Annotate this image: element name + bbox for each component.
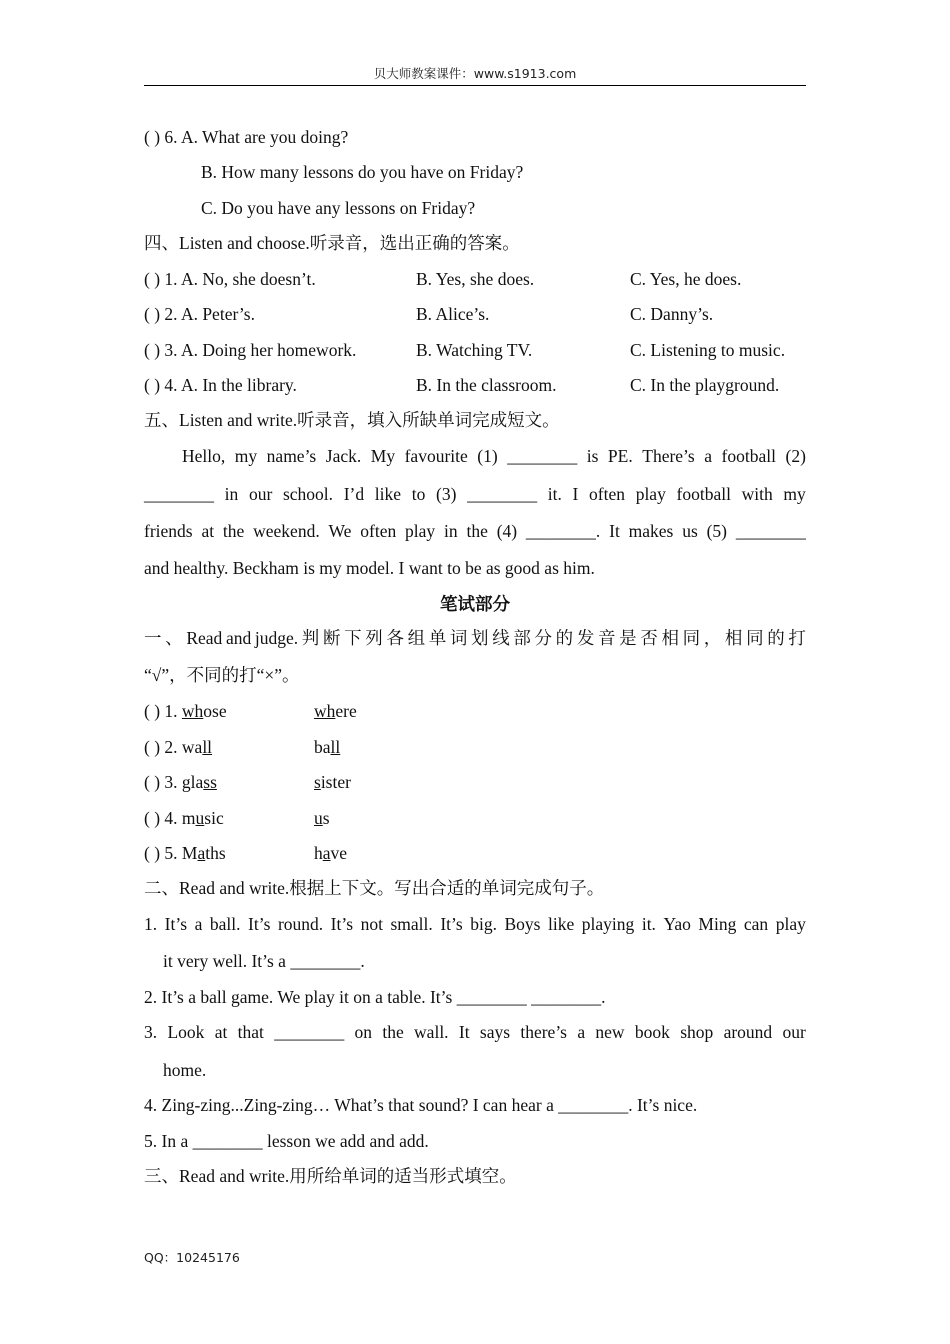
word-part: ( ) 4. m xyxy=(144,808,196,828)
glyph: 是 xyxy=(619,628,637,648)
word: favourite xyxy=(404,446,468,466)
word: We xyxy=(328,521,352,541)
underlined-letters: u xyxy=(195,808,205,828)
underlined-letters: u xyxy=(314,808,323,828)
word: It’s xyxy=(164,914,188,934)
word: It xyxy=(458,1022,470,1042)
part2-s1-line2: it very well. It’s a ________. xyxy=(163,951,365,971)
s4-q1-c: C. Yes, he does. xyxy=(630,269,742,289)
word-part: ( ) 1. xyxy=(144,701,182,721)
glyph: 划 xyxy=(471,628,489,648)
glyph: 下 xyxy=(344,628,362,648)
word: my xyxy=(234,446,258,466)
word: our xyxy=(782,1022,806,1042)
word-part: ba xyxy=(314,737,331,757)
word: wall. xyxy=(414,1022,449,1042)
part2-s1-line1 xyxy=(144,913,806,935)
part2-title: 二、Read and write.根据上下文。写出合适的单词完成句子。 xyxy=(144,878,605,898)
judge-item-3-word2 xyxy=(314,771,351,793)
word-part: ( ) 3. gla xyxy=(144,772,204,792)
word: Boys xyxy=(504,914,541,934)
word: football xyxy=(676,484,731,504)
underlined-letters: a xyxy=(322,843,331,863)
word: ball. xyxy=(209,914,241,934)
word: It’s xyxy=(330,914,354,934)
page-header: 贝大师教案课件：www.s1913.com xyxy=(373,66,577,81)
judge-item-2-word1 xyxy=(144,736,212,758)
section4-title: 四、Listen and choose.听录音，选出正确的答案。 xyxy=(144,233,520,253)
word: play xyxy=(405,521,436,541)
word: us xyxy=(682,521,698,541)
word: a xyxy=(577,1022,586,1042)
glyph: 各 xyxy=(386,628,404,648)
word: it. xyxy=(641,914,656,934)
glyph: 、 xyxy=(165,628,183,648)
word: small. xyxy=(390,914,433,934)
glyph: 部 xyxy=(513,628,531,648)
s4-q2-a: ( ) 2. A. Peter’s. xyxy=(144,304,255,324)
word-part: ere xyxy=(335,701,357,721)
word-part: s xyxy=(322,808,330,828)
header-divider xyxy=(144,85,806,86)
written-part-title: 笔试部分 xyxy=(440,594,510,614)
glyph: 音 xyxy=(597,628,616,648)
word: shop xyxy=(680,1022,714,1042)
word: (3) xyxy=(436,484,457,504)
word: football xyxy=(721,446,776,466)
word: can xyxy=(743,914,769,934)
glyph: 判 xyxy=(301,628,320,648)
word: our xyxy=(248,484,273,504)
word: There’s xyxy=(642,446,695,466)
word: I’d xyxy=(343,484,365,504)
word: play xyxy=(635,484,666,504)
word: in xyxy=(444,521,458,541)
word: It’s xyxy=(440,914,463,934)
word: PE. xyxy=(607,446,633,466)
word: school. xyxy=(282,484,334,504)
s4-q3-a: ( ) 3. A. Doing her homework. xyxy=(144,340,357,360)
glyph: 单 xyxy=(428,628,447,648)
s4-q4-a: ( ) 4. A. In the library. xyxy=(144,375,297,395)
word: new xyxy=(595,1022,625,1042)
word-part: h xyxy=(314,843,323,863)
underlined-letters: wh xyxy=(181,701,204,721)
word: I xyxy=(572,484,579,504)
word: on xyxy=(354,1022,373,1042)
word-part: ose xyxy=(203,701,227,721)
word: like xyxy=(374,484,402,504)
word: in xyxy=(224,484,239,504)
word: often xyxy=(360,521,397,541)
judge-item-1-word1 xyxy=(144,700,227,722)
glyph: 组 xyxy=(407,628,426,648)
word: is xyxy=(586,446,599,466)
glyph: 的 xyxy=(767,628,785,648)
word: that xyxy=(237,1022,264,1042)
glyph: 相 xyxy=(661,628,679,648)
part2-s3-line2: home. xyxy=(163,1060,207,1080)
word: ________ xyxy=(144,484,214,504)
word: Hello, xyxy=(182,446,226,466)
word: like xyxy=(548,914,575,934)
word: with xyxy=(741,484,773,504)
glyph: 打 xyxy=(788,628,806,648)
word: round. xyxy=(277,914,324,934)
part1-title-line2: “√”，不同的打“×”。 xyxy=(144,665,300,685)
word-part: ( ) 5. M xyxy=(144,843,198,863)
word-part: ve xyxy=(330,843,348,863)
section5-title: 五、Listen and write.听录音，填入所缺单词完成短文。 xyxy=(144,410,560,430)
word-part: sic xyxy=(204,808,224,828)
q6-option-b: B. How many lessons do you have on Friday? xyxy=(201,162,524,182)
word: at xyxy=(201,521,215,541)
underlined-letters: ss xyxy=(203,772,217,792)
glyph: 线 xyxy=(492,628,510,648)
word: Jack. xyxy=(325,446,362,466)
word: book xyxy=(634,1022,670,1042)
word: ________ xyxy=(735,521,806,541)
word: weekend. xyxy=(253,521,320,541)
word: to xyxy=(411,484,426,504)
word: (2) xyxy=(785,446,806,466)
underlined-letters: s xyxy=(314,772,321,792)
glyph: and xyxy=(225,628,252,648)
underlined-letters: ll xyxy=(330,737,341,757)
word: 1. xyxy=(144,914,158,934)
judge-item-5-word2 xyxy=(314,842,347,864)
word: ________ xyxy=(507,446,578,466)
underlined-letters: ll xyxy=(202,737,213,757)
word: playing xyxy=(581,914,635,934)
passage-line-4: and healthy. Beckham is my model. I want to be as good as him. xyxy=(144,558,595,578)
glyph: judge. xyxy=(254,628,299,648)
word: often xyxy=(589,484,626,504)
judge-item-1-word2 xyxy=(314,700,357,722)
s4-q2-b: B. Alice’s. xyxy=(416,304,490,324)
glyph: 断 xyxy=(322,628,341,648)
glyph: Read xyxy=(186,628,223,648)
glyph: 列 xyxy=(365,628,383,648)
underlined-letters: a xyxy=(197,843,206,863)
judge-item-4-word1 xyxy=(144,807,224,829)
word: the xyxy=(222,521,245,541)
word: ________. xyxy=(525,521,601,541)
part2-s4: 4. Zing-zing...Zing-zing… What’s that sound? I can hear a ________. It’s nice. xyxy=(144,1095,698,1115)
word: 3. xyxy=(144,1022,158,1042)
word: Yao xyxy=(663,914,691,934)
part2-s3-line1 xyxy=(144,1021,806,1043)
part2-s2: 2. It’s a ball game. We play it on a table. It’s ________ ________. xyxy=(144,987,606,1007)
part1-title-line1 xyxy=(144,627,806,649)
s4-q3-b: B. Watching TV. xyxy=(416,340,533,360)
word: name’s xyxy=(266,446,317,466)
glyph: 分 xyxy=(534,628,553,648)
word: It xyxy=(609,521,620,541)
word: ________ xyxy=(274,1022,345,1042)
judge-item-5-word1 xyxy=(144,842,226,864)
part3-title: 三、Read and write.用所给单词的适当形式填空。 xyxy=(144,1166,517,1186)
word: Look xyxy=(167,1022,205,1042)
word-part: ( ) 2. wa xyxy=(144,737,203,757)
s4-q3-c: C. Listening to music. xyxy=(630,340,786,360)
s4-q4-c: C. In the playground. xyxy=(630,375,780,395)
q6-option-a: ( ) 6. A. What are you doing? xyxy=(144,127,349,147)
glyph: 发 xyxy=(576,628,595,648)
glyph: 否 xyxy=(640,628,658,648)
passage-line-1 xyxy=(182,445,806,467)
word: (1) xyxy=(477,446,498,466)
word: the xyxy=(382,1022,404,1042)
word: (4) xyxy=(496,521,518,541)
page-footer: QQ：10245176 xyxy=(144,1250,240,1265)
part2-s5: 5. In a ________ lesson we add and add. xyxy=(144,1131,429,1151)
word: the xyxy=(466,521,488,541)
glyph: ， xyxy=(703,628,722,648)
word: at xyxy=(214,1022,228,1042)
word: (5) xyxy=(706,521,727,541)
s4-q1-a: ( ) 1. A. No, she doesn’t. xyxy=(144,269,316,289)
word-part: ister xyxy=(320,772,351,792)
underlined-letters: wh xyxy=(314,701,336,721)
word: friends xyxy=(144,521,193,541)
word: my xyxy=(783,484,806,504)
word-part: ths xyxy=(205,843,226,863)
s4-q1-b: B. Yes, she does. xyxy=(416,269,535,289)
word: play xyxy=(775,914,806,934)
word: It’s xyxy=(248,914,271,934)
word: around xyxy=(723,1022,773,1042)
word: it. xyxy=(547,484,562,504)
word: Ming xyxy=(698,914,737,934)
glyph: 词 xyxy=(449,628,468,648)
s4-q4-b: B. In the classroom. xyxy=(416,375,557,395)
judge-item-3-word1 xyxy=(144,771,217,793)
glyph: 一 xyxy=(144,628,162,648)
s4-q2-c: C. Danny’s. xyxy=(630,304,714,324)
glyph: 同 xyxy=(746,628,764,648)
word: a xyxy=(194,914,203,934)
glyph: 的 xyxy=(555,628,574,648)
word: big. xyxy=(470,914,497,934)
judge-item-4-word2 xyxy=(314,807,330,829)
word: makes xyxy=(628,521,674,541)
word: there’s xyxy=(520,1022,567,1042)
glyph: 相 xyxy=(724,628,743,648)
word: My xyxy=(370,446,396,466)
judge-item-2-word2 xyxy=(314,736,340,758)
word: a xyxy=(704,446,713,466)
word: not xyxy=(360,914,383,934)
passage-line-2 xyxy=(144,483,806,505)
q6-option-c: C. Do you have any lessons on Friday? xyxy=(201,198,476,218)
word: says xyxy=(479,1022,511,1042)
word: ________ xyxy=(467,484,538,504)
passage-line-3 xyxy=(144,520,806,542)
glyph: 同 xyxy=(682,628,701,648)
